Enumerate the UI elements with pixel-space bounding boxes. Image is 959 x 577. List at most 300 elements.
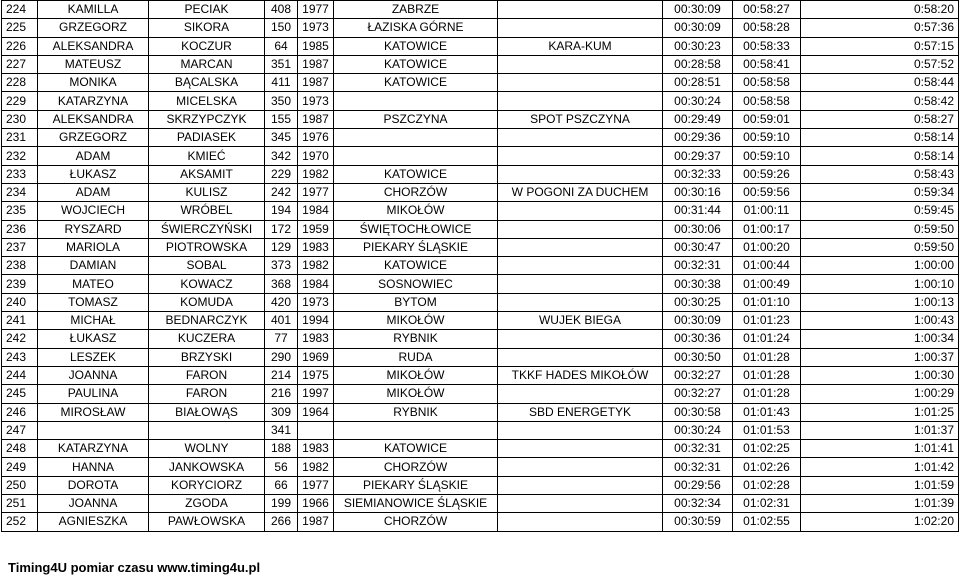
place-cell: 228 [2,74,38,92]
place-cell: 242 [2,330,38,348]
place-cell: 239 [2,275,38,293]
birth-year-cell: 1984 [298,275,334,293]
birth-year-cell: 1982 [298,165,334,183]
first-name-cell: LESZEK [38,348,149,366]
birth-year-cell: 1984 [298,202,334,220]
club-cell: SPOT PSZCZYNA [498,110,663,128]
split-time-cell: 00:30:24 [663,421,733,439]
bib-cell: 411 [265,74,298,92]
bib-cell: 194 [265,202,298,220]
split-time-cell: 00:28:51 [663,74,733,92]
city-cell [334,421,498,439]
last-name-cell: KMIEĆ [149,147,265,165]
split-time-cell: 00:28:58 [663,55,733,73]
birth-year-cell: 1977 [298,183,334,201]
city-cell: SOSNOWIEC [334,275,498,293]
last-name-cell: ŚWIERCZYŃSKI [149,220,265,238]
city-cell: KATOWICE [334,440,498,458]
net-time-cell: 0:57:52 [801,55,959,73]
city-cell: PSZCZYNA [334,110,498,128]
gun-time-cell: 01:01:24 [733,330,801,348]
club-cell [498,293,663,311]
club-cell [498,129,663,147]
city-cell: CHORZÓW [334,183,498,201]
table-row [2,183,959,201]
table-row [2,19,959,37]
gun-time-cell: 01:00:11 [733,202,801,220]
club-cell [498,74,663,92]
club-cell: SBD ENERGETYK [498,403,663,421]
split-time-cell: 00:30:23 [663,37,733,55]
first-name-cell: ADAM [38,183,149,201]
birth-year-cell: 1977 [298,476,334,494]
last-name-cell: PIOTROWSKA [149,238,265,256]
net-time-cell: 0:57:36 [801,19,959,37]
bib-cell: 351 [265,55,298,73]
club-cell [498,55,663,73]
table-row [2,513,959,531]
birth-year-cell: 1987 [298,55,334,73]
club-cell [498,202,663,220]
bib-cell: 188 [265,440,298,458]
first-name-cell: AGNIESZKA [38,513,149,531]
table-row [2,403,959,421]
place-cell: 246 [2,403,38,421]
bib-cell: 150 [265,19,298,37]
table-row [2,476,959,494]
bib-cell: 345 [265,129,298,147]
first-name-cell: MATEUSZ [38,55,149,73]
bib-cell: 214 [265,366,298,384]
table-row [2,129,959,147]
birth-year-cell: 1969 [298,348,334,366]
first-name-cell: HANNA [38,458,149,476]
table-row [2,330,959,348]
net-time-cell: 1:00:13 [801,293,959,311]
net-time-cell: 1:01:59 [801,476,959,494]
net-time-cell: 0:58:20 [801,1,959,19]
club-cell [498,92,663,110]
table-row [2,458,959,476]
first-name-cell: ŁUKASZ [38,165,149,183]
gun-time-cell: 01:01:10 [733,293,801,311]
place-cell: 251 [2,495,38,513]
first-name-cell: MICHAŁ [38,312,149,330]
place-cell: 230 [2,110,38,128]
club-cell [498,19,663,37]
bib-cell: 129 [265,238,298,256]
table-row [2,74,959,92]
net-time-cell: 0:57:15 [801,37,959,55]
table-row [2,165,959,183]
net-time-cell: 1:00:34 [801,330,959,348]
net-time-cell: 0:59:50 [801,238,959,256]
gun-time-cell: 00:58:28 [733,19,801,37]
place-cell: 231 [2,129,38,147]
place-cell: 234 [2,183,38,201]
bib-cell: 401 [265,312,298,330]
last-name-cell: KOMUDA [149,293,265,311]
place-cell: 237 [2,238,38,256]
club-cell [498,513,663,531]
city-cell: ŁAZISKA GÓRNE [334,19,498,37]
city-cell: SIEMIANOWICE ŚLĄSKIE [334,495,498,513]
last-name-cell: KOCZUR [149,37,265,55]
table-row [2,238,959,256]
last-name-cell: FARON [149,366,265,384]
split-time-cell: 00:31:44 [663,202,733,220]
last-name-cell [149,421,265,439]
club-cell: WUJEK BIEGA [498,312,663,330]
first-name-cell: RYSZARD [38,220,149,238]
gun-time-cell: 00:58:58 [733,92,801,110]
net-time-cell: 1:02:20 [801,513,959,531]
table-row [2,293,959,311]
birth-year-cell: 1982 [298,458,334,476]
first-name-cell: DOROTA [38,476,149,494]
birth-year-cell: 1964 [298,403,334,421]
place-cell: 233 [2,165,38,183]
split-time-cell: 00:32:27 [663,366,733,384]
bib-cell: 216 [265,385,298,403]
first-name-cell: ŁUKASZ [38,330,149,348]
table-row [2,385,959,403]
gun-time-cell: 01:01:53 [733,421,801,439]
split-time-cell: 00:32:31 [663,440,733,458]
birth-year-cell: 1987 [298,110,334,128]
net-time-cell: 1:00:10 [801,275,959,293]
results-table [1,0,959,532]
table-row [2,348,959,366]
first-name-cell: KATARZYNA [38,440,149,458]
table-row [2,220,959,238]
table-row [2,92,959,110]
split-time-cell: 00:30:09 [663,19,733,37]
birth-year-cell: 1973 [298,19,334,37]
split-time-cell: 00:30:50 [663,348,733,366]
place-cell: 227 [2,55,38,73]
gun-time-cell: 01:02:31 [733,495,801,513]
birth-year-cell: 1987 [298,513,334,531]
last-name-cell: KORYCIORZ [149,476,265,494]
split-time-cell: 00:30:36 [663,330,733,348]
first-name-cell: MONIKA [38,74,149,92]
table-row [2,275,959,293]
net-time-cell: 1:00:29 [801,385,959,403]
bib-cell: 373 [265,257,298,275]
city-cell: MIKOŁÓW [334,202,498,220]
gun-time-cell: 00:59:56 [733,183,801,201]
birth-year-cell [298,421,334,439]
first-name-cell: GRZEGORZ [38,129,149,147]
table-row [2,312,959,330]
net-time-cell: 1:00:30 [801,366,959,384]
table-row [2,147,959,165]
birth-year-cell: 1982 [298,257,334,275]
club-cell [498,147,663,165]
birth-year-cell: 1983 [298,440,334,458]
bib-cell: 242 [265,183,298,201]
place-cell: 225 [2,19,38,37]
last-name-cell: SOBAL [149,257,265,275]
last-name-cell: SKRZYPCZYK [149,110,265,128]
city-cell: MIKOŁÓW [334,385,498,403]
last-name-cell: BIAŁOWĄS [149,403,265,421]
club-cell: W POGONI ZA DUCHEM [498,183,663,201]
first-name-cell: ALEKSANDRA [38,110,149,128]
table-row [2,366,959,384]
net-time-cell: 1:01:42 [801,458,959,476]
birth-year-cell: 1994 [298,312,334,330]
birth-year-cell: 1970 [298,147,334,165]
birth-year-cell: 1983 [298,238,334,256]
last-name-cell: PAWŁOWSKA [149,513,265,531]
last-name-cell: FARON [149,385,265,403]
bib-cell: 199 [265,495,298,513]
club-cell [498,220,663,238]
gun-time-cell: 01:00:44 [733,257,801,275]
bib-cell: 420 [265,293,298,311]
net-time-cell: 1:01:25 [801,403,959,421]
last-name-cell: BĄCALSKA [149,74,265,92]
birth-year-cell: 1977 [298,1,334,19]
last-name-cell: WRÓBEL [149,202,265,220]
net-time-cell: 0:58:27 [801,110,959,128]
place-cell: 243 [2,348,38,366]
club-cell [498,440,663,458]
gun-time-cell: 01:01:28 [733,385,801,403]
bib-cell: 290 [265,348,298,366]
birth-year-cell: 1966 [298,495,334,513]
last-name-cell: AKSAMIT [149,165,265,183]
birth-year-cell: 1976 [298,129,334,147]
first-name-cell: JOANNA [38,495,149,513]
gun-time-cell: 00:59:01 [733,110,801,128]
gun-time-cell: 00:59:26 [733,165,801,183]
birth-year-cell: 1987 [298,74,334,92]
bib-cell: 66 [265,476,298,494]
split-time-cell: 00:30:09 [663,312,733,330]
city-cell: MIKOŁÓW [334,366,498,384]
last-name-cell: SIKORA [149,19,265,37]
bib-cell: 408 [265,1,298,19]
last-name-cell: WOLNY [149,440,265,458]
club-cell [498,1,663,19]
club-cell [498,238,663,256]
net-time-cell: 1:01:39 [801,495,959,513]
club-cell [498,330,663,348]
city-cell: RUDA [334,348,498,366]
club-cell: KARA-KUM [498,37,663,55]
city-cell: RYBNIK [334,403,498,421]
club-cell [498,476,663,494]
last-name-cell: MICELSKA [149,92,265,110]
first-name-cell: MIROSŁAW [38,403,149,421]
bib-cell: 342 [265,147,298,165]
split-time-cell: 00:29:56 [663,476,733,494]
split-time-cell: 00:30:24 [663,92,733,110]
gun-time-cell: 01:01:28 [733,348,801,366]
city-cell: KATOWICE [334,165,498,183]
city-cell: BYTOM [334,293,498,311]
results-body [2,1,959,532]
last-name-cell: KUCZERA [149,330,265,348]
place-cell: 238 [2,257,38,275]
last-name-cell: KOWACZ [149,275,265,293]
club-cell [498,385,663,403]
city-cell: KATOWICE [334,74,498,92]
net-time-cell: 1:00:43 [801,312,959,330]
net-time-cell: 0:59:50 [801,220,959,238]
net-time-cell: 0:58:14 [801,129,959,147]
first-name-cell: WOJCIECH [38,202,149,220]
place-cell: 235 [2,202,38,220]
bib-cell: 155 [265,110,298,128]
gun-time-cell: 00:58:33 [733,37,801,55]
city-cell: ŚWIĘTOCHŁOWICE [334,220,498,238]
first-name-cell [38,421,149,439]
city-cell: ZABRZE [334,1,498,19]
bib-cell: 341 [265,421,298,439]
last-name-cell: JANKOWSKA [149,458,265,476]
split-time-cell: 00:29:49 [663,110,733,128]
gun-time-cell: 00:59:10 [733,147,801,165]
last-name-cell: KULISZ [149,183,265,201]
net-time-cell: 1:00:00 [801,257,959,275]
birth-year-cell: 1973 [298,293,334,311]
gun-time-cell: 01:02:55 [733,513,801,531]
place-cell: 249 [2,458,38,476]
split-time-cell: 00:30:47 [663,238,733,256]
last-name-cell: ZGODA [149,495,265,513]
city-cell: MIKOŁÓW [334,312,498,330]
split-time-cell: 00:30:58 [663,403,733,421]
place-cell: 226 [2,37,38,55]
gun-time-cell: 01:00:20 [733,238,801,256]
last-name-cell: BRZYSKI [149,348,265,366]
net-time-cell: 0:59:34 [801,183,959,201]
club-cell [498,495,663,513]
bib-cell: 77 [265,330,298,348]
club-cell [498,257,663,275]
table-row [2,110,959,128]
birth-year-cell: 1975 [298,366,334,384]
city-cell: CHORZÓW [334,458,498,476]
gun-time-cell: 00:58:58 [733,74,801,92]
last-name-cell: PADIASEK [149,129,265,147]
split-time-cell: 00:30:06 [663,220,733,238]
last-name-cell: BEDNARCZYK [149,312,265,330]
first-name-cell: PAULINA [38,385,149,403]
place-cell: 224 [2,1,38,19]
gun-time-cell: 01:01:23 [733,312,801,330]
first-name-cell: JOANNA [38,366,149,384]
birth-year-cell: 1985 [298,37,334,55]
table-row [2,257,959,275]
city-cell: KATOWICE [334,37,498,55]
net-time-cell: 1:00:37 [801,348,959,366]
table-row [2,495,959,513]
gun-time-cell: 01:00:49 [733,275,801,293]
first-name-cell: ADAM [38,147,149,165]
net-time-cell: 1:01:37 [801,421,959,439]
first-name-cell: DAMIAN [38,257,149,275]
first-name-cell: GRZEGORZ [38,19,149,37]
gun-time-cell: 01:01:28 [733,366,801,384]
first-name-cell: KATARZYNA [38,92,149,110]
first-name-cell: MATEO [38,275,149,293]
split-time-cell: 00:30:09 [663,1,733,19]
place-cell: 232 [2,147,38,165]
gun-time-cell: 01:02:26 [733,458,801,476]
bib-cell: 266 [265,513,298,531]
split-time-cell: 00:30:16 [663,183,733,201]
place-cell: 245 [2,385,38,403]
first-name-cell: ALEKSANDRA [38,37,149,55]
last-name-cell: MARCAN [149,55,265,73]
bib-cell: 350 [265,92,298,110]
place-cell: 244 [2,366,38,384]
table-row [2,440,959,458]
gun-time-cell: 00:59:10 [733,129,801,147]
split-time-cell: 00:29:36 [663,129,733,147]
gun-time-cell: 01:00:17 [733,220,801,238]
table-row [2,37,959,55]
table-row [2,202,959,220]
gun-time-cell: 01:02:28 [733,476,801,494]
split-time-cell: 00:30:38 [663,275,733,293]
first-name-cell: TOMASZ [38,293,149,311]
city-cell: KATOWICE [334,257,498,275]
city-cell: CHORZÓW [334,513,498,531]
club-cell [498,348,663,366]
bib-cell: 309 [265,403,298,421]
first-name-cell: MARIOLA [38,238,149,256]
net-time-cell: 1:01:41 [801,440,959,458]
net-time-cell: 0:58:42 [801,92,959,110]
split-time-cell: 00:30:59 [663,513,733,531]
club-cell [498,275,663,293]
footer-credit: Timing4U pomiar czasu www.timing4u.pl [8,560,261,575]
club-cell [498,421,663,439]
table-row [2,55,959,73]
gun-time-cell: 00:58:41 [733,55,801,73]
city-cell: KATOWICE [334,55,498,73]
split-time-cell: 00:32:34 [663,495,733,513]
birth-year-cell: 1997 [298,385,334,403]
split-time-cell: 00:32:33 [663,165,733,183]
place-cell: 252 [2,513,38,531]
net-time-cell: 0:58:43 [801,165,959,183]
bib-cell: 229 [265,165,298,183]
net-time-cell: 0:58:44 [801,74,959,92]
city-cell: PIEKARY ŚLĄSKIE [334,238,498,256]
club-cell [498,165,663,183]
split-time-cell: 00:29:37 [663,147,733,165]
gun-time-cell: 00:58:27 [733,1,801,19]
first-name-cell: KAMILLA [38,1,149,19]
club-cell: TKKF HADES MIKOŁÓW [498,366,663,384]
gun-time-cell: 01:01:43 [733,403,801,421]
city-cell [334,92,498,110]
birth-year-cell: 1959 [298,220,334,238]
split-time-cell: 00:32:31 [663,458,733,476]
bib-cell: 368 [265,275,298,293]
gun-time-cell: 01:02:25 [733,440,801,458]
birth-year-cell: 1973 [298,92,334,110]
split-time-cell: 00:32:27 [663,385,733,403]
place-cell: 247 [2,421,38,439]
